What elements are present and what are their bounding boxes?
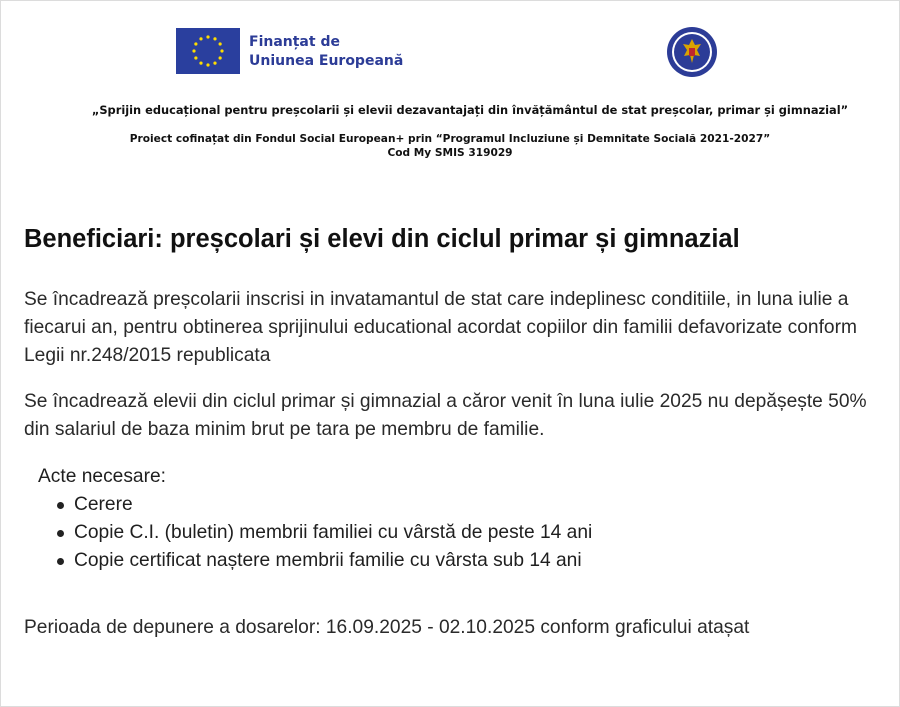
main-content [24, 222, 874, 638]
pupils-paragraph: Se încadrează elevii din ciclul primar și gimnazial a căror venit în luna iulie 2025 nu depășește 50% din salariul de baza minim brut pe tara pe membru de familie. [24, 391, 867, 440]
eu-star-icon [206, 63, 209, 66]
bullet-icon [57, 502, 64, 509]
documents-label: Acte necesare: [38, 466, 166, 487]
submission-period: Perioada de depunere a dosarelor: 16.09.2025 - 02.10.2025 conform graficului atașat [24, 617, 750, 638]
required-documents [38, 463, 592, 575]
eu-star-icon [219, 56, 222, 59]
heading-bold: Beneficiari [24, 225, 155, 253]
eu-funding-line1: Finanțat de [249, 34, 340, 50]
smis-code: Cod My SMIS 319029 [387, 147, 513, 159]
documents-list [38, 491, 592, 575]
document-text: Cerere [74, 494, 133, 515]
eu-flag-icon [176, 28, 240, 74]
eu-star-icon [194, 42, 197, 45]
eu-star-icon [219, 42, 222, 45]
heading-rest: : preșcolari și elevi din ciclul primar și gimnazial [154, 225, 740, 253]
beneficiaries-heading [24, 222, 874, 256]
document-text: Copie C.I. (buletin) membrii familiei cu vârstă de peste 14 ani [74, 522, 593, 543]
bullet-icon [57, 530, 64, 537]
eu-star-icon [194, 56, 197, 59]
eu-star-icon [206, 35, 209, 38]
eu-star-icon [220, 49, 223, 52]
eu-star-icon [199, 62, 202, 65]
eu-funding-text [249, 33, 403, 71]
eu-star-icon [192, 49, 195, 52]
cofinancing-text: Proiect cofinațat din Fondul Social European+ prin “Programul Incluziune și Demnitate Socială 2021-2027” [129, 133, 771, 145]
eu-star-icon [199, 37, 202, 40]
preschool-paragraph: Se încadrează preșcolarii inscrisi in invatamantul de stat care indeplinesc conditiile, in luna iulie a fiecarui an, pentru obtinerea sprijinului educational acordat copiilor din familii defavorizate conform Legii nr.248/2015 republicata [24, 289, 857, 366]
bullet-icon [57, 558, 64, 565]
list-item [38, 519, 592, 547]
document-text: Copie certificat naștere membrii familie cu vârsta sub 14 ani [74, 550, 582, 571]
project-title: „Sprijin educațional pentru preșcolarii și elevii dezavantajați din învățământul de stat preșcolar, primar și gimnazial” [91, 103, 849, 117]
eu-funding-line2: Uniunea Europeană [249, 53, 404, 69]
logo-bar [0, 0, 900, 90]
list-item [38, 547, 592, 575]
romanian-government-seal-icon [666, 26, 718, 78]
list-item [38, 491, 592, 519]
eu-star-icon [213, 37, 216, 40]
eu-star-icon [213, 62, 216, 65]
